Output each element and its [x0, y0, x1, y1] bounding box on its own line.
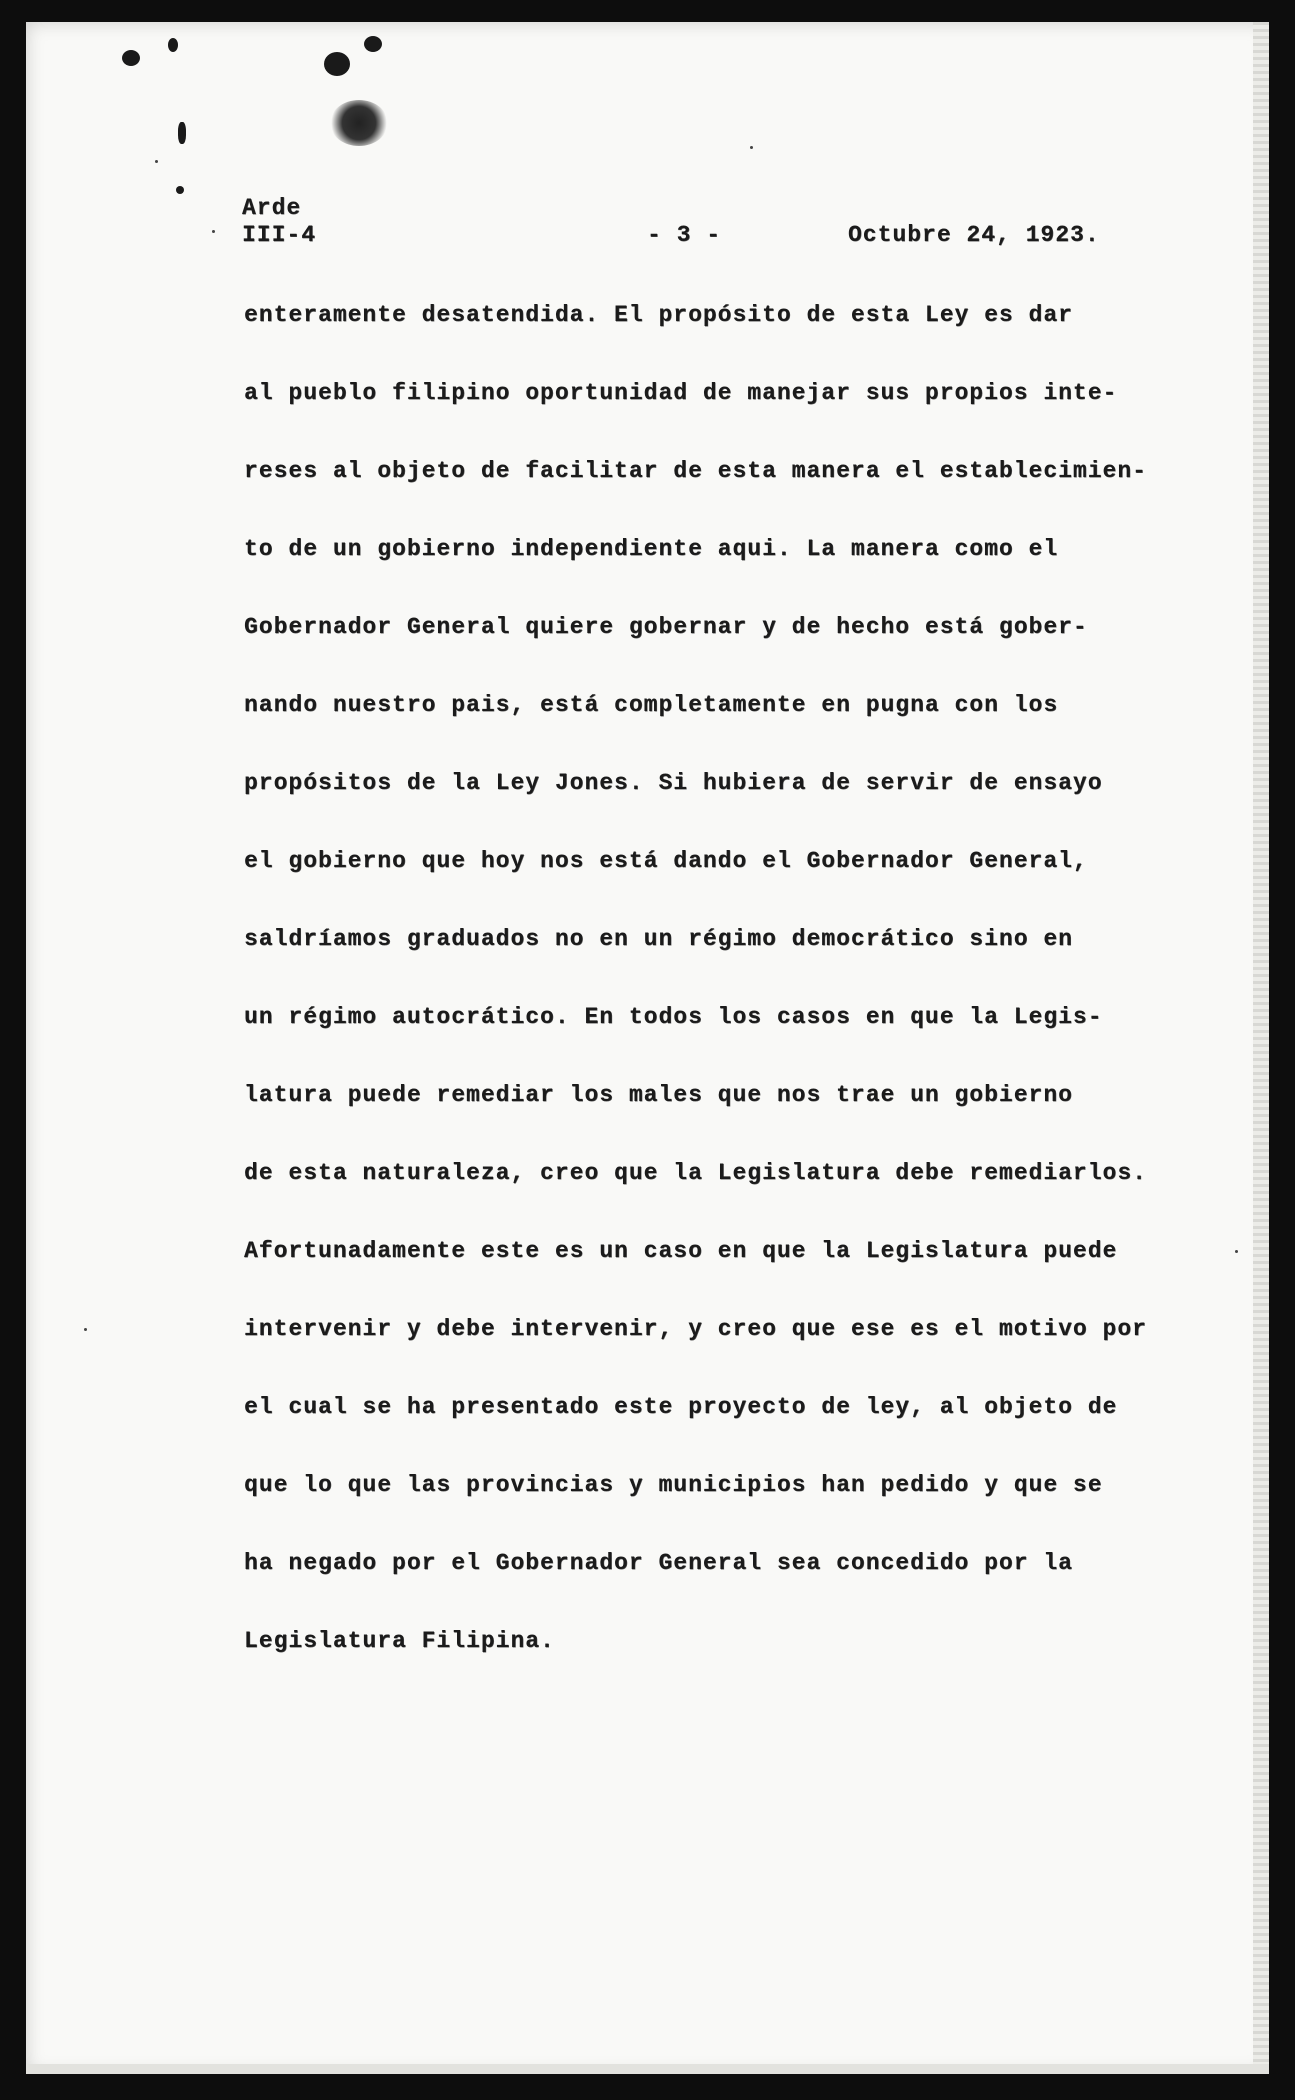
text-line: ha negado por el Gobernador General sea concedido por la	[244, 1550, 1073, 1576]
page-number: - 3 -	[647, 222, 722, 248]
speck	[1235, 1250, 1238, 1253]
ink-stain	[122, 50, 140, 66]
ink-smudge	[330, 100, 388, 146]
page-right-edge	[1253, 22, 1269, 2074]
text-line: Afortunadamente este es un caso en que la Legislatura puede	[244, 1238, 1118, 1264]
page-bottom-edge	[26, 2064, 1269, 2074]
speck	[155, 160, 158, 163]
text-line: Legislatura Filipina.	[244, 1628, 555, 1654]
text-line: nando nuestro pais, está completamente en pugna con los	[244, 692, 1059, 718]
ink-stain	[176, 186, 184, 194]
document-date: Octubre 24, 1923.	[848, 222, 1100, 248]
text-line: latura puede remediar los males que nos trae un gobierno	[244, 1082, 1073, 1108]
ink-stain	[168, 38, 178, 52]
body-text	[244, 300, 1147, 1704]
text-line: el cual se ha presentado este proyecto de ley, al objeto de	[244, 1394, 1118, 1420]
text-line: de esta naturaleza, creo que la Legislatura debe remediarlos.	[244, 1160, 1147, 1186]
speck	[84, 1328, 87, 1331]
text-line: un régimo autocrático. En todos los casos en que la Legis-	[244, 1004, 1103, 1030]
text-line: saldríamos graduados no en un régimo democrático sino en	[244, 926, 1073, 952]
speck	[212, 230, 215, 233]
text-line: to de un gobierno independiente aqui. La manera como el	[244, 536, 1059, 562]
ink-stain	[324, 52, 350, 76]
text-line: propósitos de la Ley Jones. Si hubiera de servir de ensayo	[244, 770, 1103, 796]
header-reference	[242, 195, 316, 249]
speck	[750, 146, 753, 149]
header-code: III-4	[242, 222, 317, 248]
ink-stain	[178, 122, 186, 144]
text-line: que lo que las provincias y municipios han pedido y que se	[244, 1472, 1103, 1498]
text-line: al pueblo filipino oportunidad de manejar sus propios inte-	[244, 380, 1118, 406]
text-line: reses al objeto de facilitar de esta manera el establecimien-	[244, 458, 1147, 484]
header-name: Arde	[242, 195, 302, 221]
text-line: el gobierno que hoy nos está dando el Gobernador General,	[244, 848, 1088, 874]
text-line: enteramente desatendida. El propósito de esta Ley es dar	[244, 302, 1073, 328]
text-line: intervenir y debe intervenir, y creo que ese es el motivo por	[244, 1316, 1147, 1342]
text-line: Gobernador General quiere gobernar y de hecho está gober-	[244, 614, 1088, 640]
ink-stain	[364, 36, 382, 52]
